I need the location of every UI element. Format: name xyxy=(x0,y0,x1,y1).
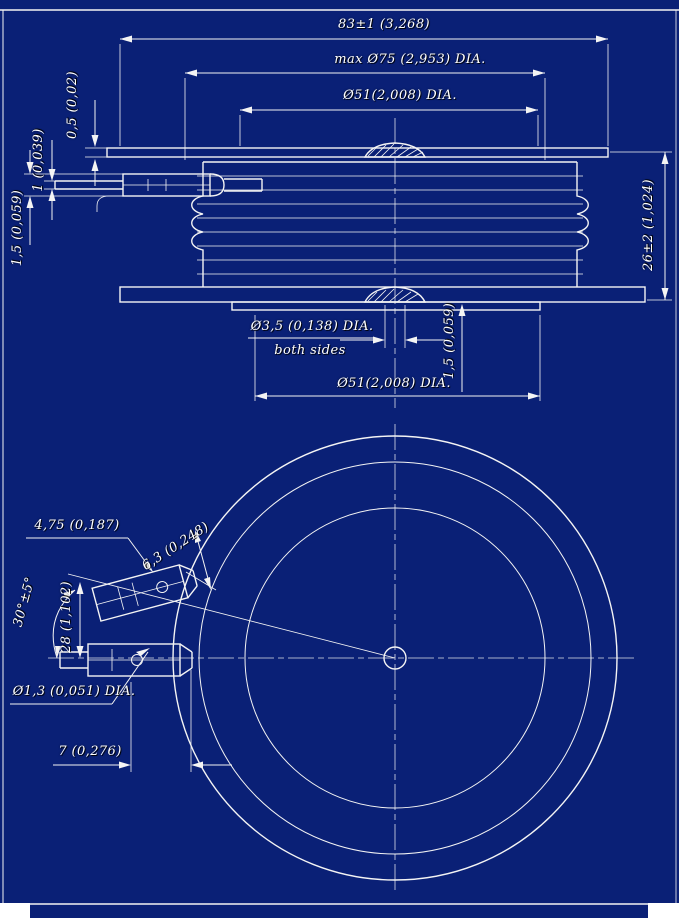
dim-wire-diameter-label: Ø1,3 (0,051) DIA. xyxy=(12,684,136,699)
drawing-frame xyxy=(0,10,679,918)
dim-overall-width-label: 83±1 (3,268) xyxy=(338,17,430,32)
plan-view-drawing xyxy=(10,424,637,893)
dim-tab-length xyxy=(26,538,153,572)
dim-pole-diameter-bottom-label: Ø51(2,008) DIA. xyxy=(337,376,451,391)
dim-lead-thickness-label: 1 (0,039) xyxy=(31,128,46,192)
dim-tab-width-label: 6,3 (0,248) xyxy=(139,519,212,574)
dim-lip-thickness-label: 0,5 (0,02) xyxy=(65,71,80,139)
dim-lead-offset-label: 28 (1,102) xyxy=(59,580,74,654)
dim-pole-diameter-top-label: Ø51(2,008) DIA. xyxy=(343,88,457,103)
dim-offset xyxy=(77,582,84,658)
dim-pole-top xyxy=(240,107,538,147)
dim-terminal-thickness-label: 1,5 (0,059) xyxy=(10,189,25,267)
dim-tab-position-label: 7 (0,276) xyxy=(58,744,122,759)
dim-body-height-label: 26±2 (1,024) xyxy=(641,179,656,271)
dim-lead-angle-label: 30°±5° xyxy=(10,575,39,629)
dim-gate-hole-note-label: both sides xyxy=(274,343,346,358)
gate-lead-side xyxy=(55,174,262,212)
dim-hub-height-label: 1,5 (0,059) xyxy=(442,302,457,380)
dim-max-diameter xyxy=(185,70,545,161)
dim-hub xyxy=(459,304,466,392)
dim-lip xyxy=(85,100,107,186)
dim-tab-length-label: 4,75 (0,187) xyxy=(34,518,120,533)
dim-gate-hole-label: Ø3,5 (0,138) DIA. xyxy=(250,319,374,334)
dim-max-diameter-label: max Ø75 (2,953) DIA. xyxy=(334,52,486,67)
